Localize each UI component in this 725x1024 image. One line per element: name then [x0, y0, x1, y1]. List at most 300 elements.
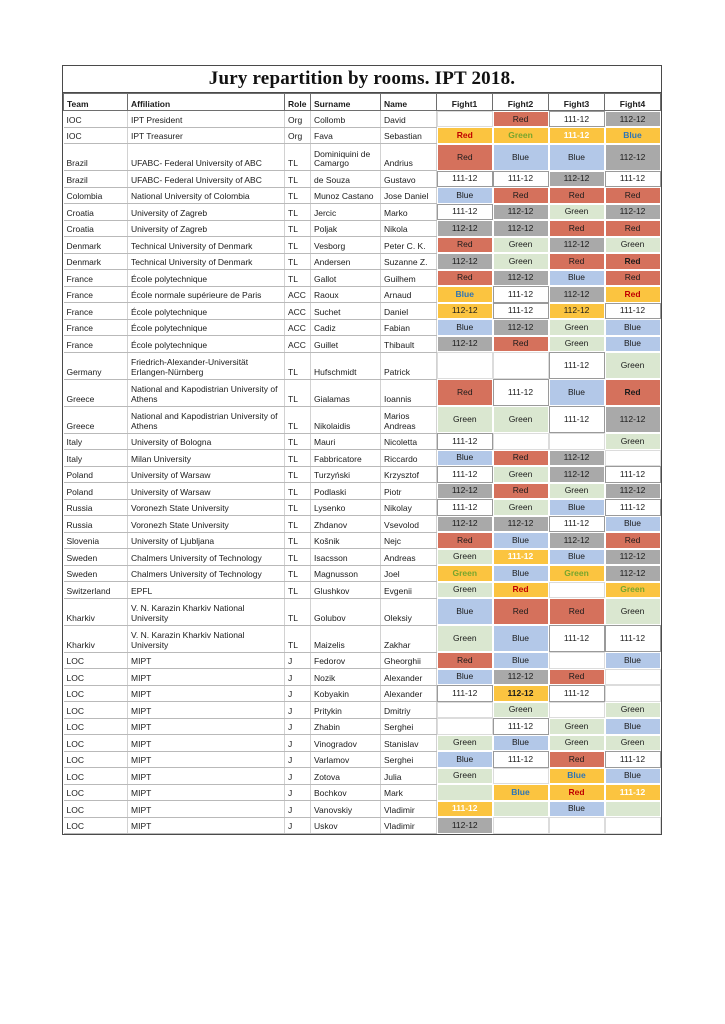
- cell-role: TL: [285, 450, 311, 467]
- cell-affiliation: Voronezh State University: [128, 516, 285, 533]
- cell-surname: Fedorov: [311, 652, 381, 669]
- page-title: Jury repartition by rooms. IPT 2018.: [63, 66, 661, 93]
- cell-role: TL: [285, 516, 311, 533]
- cell-name: Marios Andreas: [381, 406, 437, 433]
- cell-name: Vladimir: [381, 817, 437, 834]
- cell-team: Denmark: [64, 237, 128, 254]
- cell-fight4: 111-12: [605, 751, 661, 768]
- jury-table: [63, 93, 661, 834]
- cell-name: Andrius: [381, 144, 437, 171]
- column-header-team: Team: [64, 94, 128, 111]
- table-row: [64, 237, 661, 254]
- cell-fight3: 112-12: [549, 286, 605, 303]
- cell-fight4: 112-12: [605, 406, 661, 433]
- cell-fight3: 111-12: [549, 516, 605, 533]
- cell-name: Arnaud: [381, 286, 437, 303]
- cell-role: TL: [285, 253, 311, 270]
- cell-fight1: Blue: [437, 286, 493, 303]
- cell-surname: Fabbricatore: [311, 450, 381, 467]
- cell-role: ACC: [285, 303, 311, 320]
- table-row: [64, 127, 661, 144]
- cell-team: LOC: [64, 735, 128, 752]
- cell-fight3: 112-12: [549, 303, 605, 320]
- cell-fight1: Green: [437, 625, 493, 652]
- cell-fight3: Red: [549, 784, 605, 801]
- cell-affiliation: University of Zagreb: [128, 204, 285, 221]
- cell-fight4: Red: [605, 379, 661, 406]
- table-row: [64, 652, 661, 669]
- column-header-fight4: Fight4: [605, 94, 661, 111]
- cell-role: TL: [285, 220, 311, 237]
- cell-fight2: 111-12: [493, 379, 549, 406]
- cell-fight3: Green: [549, 319, 605, 336]
- cell-surname: Podlaski: [311, 483, 381, 500]
- cell-name: Nejc: [381, 532, 437, 549]
- cell-fight3: Green: [549, 565, 605, 582]
- cell-surname: Maizelis: [311, 625, 381, 652]
- table-row: [64, 450, 661, 467]
- cell-name: Andreas: [381, 549, 437, 566]
- cell-fight2: Red: [493, 450, 549, 467]
- cell-fight3: 111-12: [549, 685, 605, 702]
- cell-affiliation: UFABC- Federal University of ABC: [128, 144, 285, 171]
- cell-name: Guilhem: [381, 270, 437, 287]
- cell-name: David: [381, 111, 437, 128]
- cell-team: Kharkiv: [64, 625, 128, 652]
- cell-affiliation: EPFL: [128, 582, 285, 599]
- cell-fight2: 112-12: [493, 220, 549, 237]
- cell-name: Stanislav: [381, 735, 437, 752]
- cell-affiliation: MIPT: [128, 652, 285, 669]
- cell-affiliation: École polytechnique: [128, 319, 285, 336]
- table-row: [64, 144, 661, 171]
- cell-name: Jose Daniel: [381, 187, 437, 204]
- table-row: [64, 171, 661, 188]
- cell-fight2: Green: [493, 499, 549, 516]
- cell-fight2: Green: [493, 127, 549, 144]
- cell-team: Croatia: [64, 220, 128, 237]
- cell-team: LOC: [64, 801, 128, 818]
- cell-fight4: Green: [605, 433, 661, 450]
- table-row: [64, 735, 661, 752]
- table-row: [64, 598, 661, 625]
- cell-fight1: [437, 111, 493, 128]
- cell-surname: Nozik: [311, 669, 381, 686]
- cell-fight4: 112-12: [605, 204, 661, 221]
- cell-surname: Andersen: [311, 253, 381, 270]
- cell-fight1: 111-12: [437, 685, 493, 702]
- cell-fight2: Blue: [493, 144, 549, 171]
- cell-fight4: Red: [605, 286, 661, 303]
- cell-name: Patrick: [381, 352, 437, 379]
- cell-fight2: [493, 433, 549, 450]
- cell-name: Alexander: [381, 669, 437, 686]
- table-row: [64, 483, 661, 500]
- cell-name: Oleksiy: [381, 598, 437, 625]
- cell-surname: Zotova: [311, 768, 381, 785]
- cell-affiliation: University of Bologna: [128, 433, 285, 450]
- cell-surname: Gialamas: [311, 379, 381, 406]
- cell-name: Marko: [381, 204, 437, 221]
- cell-fight1: 112-12: [437, 516, 493, 533]
- cell-fight2: 112-12: [493, 685, 549, 702]
- cell-fight2: 111-12: [493, 549, 549, 566]
- table-row: [64, 253, 661, 270]
- cell-fight2: Red: [493, 582, 549, 599]
- cell-name: Gheorghii: [381, 652, 437, 669]
- table-row: [64, 433, 661, 450]
- cell-affiliation: MIPT: [128, 817, 285, 834]
- cell-surname: Zhdanov: [311, 516, 381, 533]
- cell-fight3: 111-12: [549, 406, 605, 433]
- cell-team: LOC: [64, 817, 128, 834]
- cell-fight3: Blue: [549, 144, 605, 171]
- cell-role: J: [285, 702, 311, 719]
- cell-fight2: Green: [493, 466, 549, 483]
- cell-role: TL: [285, 352, 311, 379]
- cell-name: Riccardo: [381, 450, 437, 467]
- cell-team: Germany: [64, 352, 128, 379]
- cell-name: Fabian: [381, 319, 437, 336]
- cell-surname: Mauri: [311, 433, 381, 450]
- cell-team: LOC: [64, 784, 128, 801]
- column-header-fight3: Fight3: [549, 94, 605, 111]
- cell-team: Poland: [64, 483, 128, 500]
- cell-surname: Cadiz: [311, 319, 381, 336]
- cell-fight1: [437, 784, 493, 801]
- table-header-row: [64, 94, 661, 111]
- cell-role: Org: [285, 111, 311, 128]
- cell-role: ACC: [285, 286, 311, 303]
- cell-name: Serghei: [381, 751, 437, 768]
- cell-team: Brazil: [64, 144, 128, 171]
- cell-fight2: 112-12: [493, 516, 549, 533]
- table-row: [64, 303, 661, 320]
- cell-role: TL: [285, 379, 311, 406]
- cell-fight3: 111-12: [549, 625, 605, 652]
- cell-role: ACC: [285, 319, 311, 336]
- cell-fight1: 112-12: [437, 253, 493, 270]
- cell-fight1: Red: [437, 270, 493, 287]
- table-row: [64, 319, 661, 336]
- table-row: [64, 270, 661, 287]
- table-row: [64, 702, 661, 719]
- cell-fight4: Red: [605, 220, 661, 237]
- cell-fight3: 112-12: [549, 237, 605, 254]
- cell-fight4: 111-12: [605, 303, 661, 320]
- cell-team: Colombia: [64, 187, 128, 204]
- cell-team: France: [64, 336, 128, 353]
- cell-fight4: [605, 685, 661, 702]
- table-row: [64, 751, 661, 768]
- cell-affiliation: National and Kapodistrian University of Athens: [128, 379, 285, 406]
- cell-surname: Vinogradov: [311, 735, 381, 752]
- cell-fight2: Red: [493, 336, 549, 353]
- cell-fight2: Green: [493, 406, 549, 433]
- table-row: [64, 625, 661, 652]
- cell-surname: Magnusson: [311, 565, 381, 582]
- cell-fight3: Red: [549, 598, 605, 625]
- cell-team: Poland: [64, 466, 128, 483]
- cell-surname: Raoux: [311, 286, 381, 303]
- cell-fight3: Blue: [549, 801, 605, 818]
- cell-team: LOC: [64, 669, 128, 686]
- cell-team: LOC: [64, 751, 128, 768]
- cell-name: Daniel: [381, 303, 437, 320]
- cell-fight2: Green: [493, 253, 549, 270]
- cell-surname: Collomb: [311, 111, 381, 128]
- cell-fight1: 111-12: [437, 171, 493, 188]
- cell-fight1: Blue: [437, 319, 493, 336]
- cell-fight1: Green: [437, 582, 493, 599]
- cell-surname: Nikolaidis: [311, 406, 381, 433]
- jury-table-sheet: [62, 65, 662, 835]
- column-header-name: Name: [381, 94, 437, 111]
- cell-fight4: 111-12: [605, 171, 661, 188]
- cell-fight1: 111-12: [437, 466, 493, 483]
- cell-role: TL: [285, 270, 311, 287]
- cell-surname: Fava: [311, 127, 381, 144]
- cell-fight3: [549, 652, 605, 669]
- cell-surname: Poljak: [311, 220, 381, 237]
- cell-fight4: [605, 801, 661, 818]
- cell-fight2: 111-12: [493, 171, 549, 188]
- cell-fight1: Blue: [437, 450, 493, 467]
- cell-role: J: [285, 751, 311, 768]
- cell-fight4: Blue: [605, 336, 661, 353]
- cell-surname: Uskov: [311, 817, 381, 834]
- cell-surname: Košnik: [311, 532, 381, 549]
- cell-team: France: [64, 286, 128, 303]
- cell-team: LOC: [64, 718, 128, 735]
- cell-role: TL: [285, 466, 311, 483]
- cell-affiliation: Chalmers University of Technology: [128, 549, 285, 566]
- cell-fight2: 111-12: [493, 286, 549, 303]
- cell-fight1: 112-12: [437, 336, 493, 353]
- cell-affiliation: Milan University: [128, 450, 285, 467]
- cell-team: Greece: [64, 379, 128, 406]
- cell-team: IOC: [64, 127, 128, 144]
- cell-team: Brazil: [64, 171, 128, 188]
- cell-fight4: Green: [605, 702, 661, 719]
- cell-team: France: [64, 270, 128, 287]
- cell-surname: Bochkov: [311, 784, 381, 801]
- cell-surname: Jercic: [311, 204, 381, 221]
- table-row: [64, 582, 661, 599]
- cell-surname: Hufschmidt: [311, 352, 381, 379]
- cell-role: TL: [285, 144, 311, 171]
- cell-name: Mark: [381, 784, 437, 801]
- table-row: [64, 406, 661, 433]
- cell-affiliation: MIPT: [128, 735, 285, 752]
- cell-fight1: [437, 352, 493, 379]
- cell-fight1: 112-12: [437, 220, 493, 237]
- cell-affiliation: MIPT: [128, 801, 285, 818]
- cell-fight3: 112-12: [549, 171, 605, 188]
- cell-affiliation: National and Kapodistrian University of Athens: [128, 406, 285, 433]
- cell-surname: Pritykin: [311, 702, 381, 719]
- cell-name: Alexander: [381, 685, 437, 702]
- cell-fight1: Green: [437, 768, 493, 785]
- cell-affiliation: École polytechnique: [128, 336, 285, 353]
- cell-team: Slovenia: [64, 532, 128, 549]
- cell-fight2: 112-12: [493, 204, 549, 221]
- cell-affiliation: University of Warsaw: [128, 483, 285, 500]
- cell-name: Vladimir: [381, 801, 437, 818]
- cell-fight1: Red: [437, 379, 493, 406]
- cell-affiliation: Voronezh State University: [128, 499, 285, 516]
- cell-fight1: 112-12: [437, 483, 493, 500]
- cell-affiliation: IPT Treasurer: [128, 127, 285, 144]
- cell-fight3: 112-12: [549, 450, 605, 467]
- cell-fight1: Green: [437, 549, 493, 566]
- cell-fight2: Green: [493, 702, 549, 719]
- cell-name: Piotr: [381, 483, 437, 500]
- cell-fight4: Blue: [605, 768, 661, 785]
- cell-fight3: Red: [549, 187, 605, 204]
- cell-fight4: [605, 450, 661, 467]
- cell-fight2: Red: [493, 598, 549, 625]
- cell-fight3: Blue: [549, 270, 605, 287]
- cell-role: TL: [285, 565, 311, 582]
- cell-name: Nikola: [381, 220, 437, 237]
- cell-fight2: 111-12: [493, 751, 549, 768]
- cell-fight2: Blue: [493, 625, 549, 652]
- cell-fight3: Green: [549, 483, 605, 500]
- column-header-surname: Surname: [311, 94, 381, 111]
- cell-affiliation: University of Zagreb: [128, 220, 285, 237]
- cell-name: Gustavo: [381, 171, 437, 188]
- cell-role: TL: [285, 582, 311, 599]
- cell-name: Zakhar: [381, 625, 437, 652]
- table-row: [64, 187, 661, 204]
- cell-fight2: 111-12: [493, 303, 549, 320]
- cell-team: Switzerland: [64, 582, 128, 599]
- cell-fight2: Blue: [493, 532, 549, 549]
- table-row: [64, 336, 661, 353]
- cell-fight2: Red: [493, 483, 549, 500]
- cell-affiliation: MIPT: [128, 702, 285, 719]
- table-row: [64, 685, 661, 702]
- cell-role: TL: [285, 406, 311, 433]
- cell-role: TL: [285, 204, 311, 221]
- table-row: [64, 516, 661, 533]
- cell-surname: Vesborg: [311, 237, 381, 254]
- cell-affiliation: Chalmers University of Technology: [128, 565, 285, 582]
- cell-role: J: [285, 735, 311, 752]
- cell-affiliation: University of Ljubljana: [128, 532, 285, 549]
- cell-team: Italy: [64, 450, 128, 467]
- cell-surname: Kobyakin: [311, 685, 381, 702]
- cell-fight3: Blue: [549, 549, 605, 566]
- table-row: [64, 379, 661, 406]
- cell-surname: Turzyński: [311, 466, 381, 483]
- cell-fight4: 111-12: [605, 625, 661, 652]
- cell-fight2: 111-12: [493, 718, 549, 735]
- cell-fight1: 111-12: [437, 204, 493, 221]
- cell-surname: Lysenko: [311, 499, 381, 516]
- cell-role: J: [285, 801, 311, 818]
- cell-affiliation: V. N. Karazin Kharkiv National University: [128, 598, 285, 625]
- cell-fight4: Blue: [605, 319, 661, 336]
- cell-name: Joel: [381, 565, 437, 582]
- cell-fight3: Red: [549, 751, 605, 768]
- column-header-role: Role: [285, 94, 311, 111]
- table-row: [64, 204, 661, 221]
- cell-fight1: Blue: [437, 751, 493, 768]
- cell-fight3: 111-12: [549, 127, 605, 144]
- cell-fight1: Blue: [437, 598, 493, 625]
- cell-team: Sweden: [64, 565, 128, 582]
- cell-surname: de Souza: [311, 171, 381, 188]
- cell-role: TL: [285, 598, 311, 625]
- cell-role: TL: [285, 171, 311, 188]
- cell-fight1: Red: [437, 652, 493, 669]
- cell-team: LOC: [64, 702, 128, 719]
- cell-fight4: 112-12: [605, 565, 661, 582]
- cell-fight2: [493, 801, 549, 818]
- cell-team: France: [64, 319, 128, 336]
- cell-fight4: Green: [605, 598, 661, 625]
- cell-fight1: Green: [437, 565, 493, 582]
- table-row: [64, 111, 661, 128]
- cell-role: J: [285, 718, 311, 735]
- cell-fight2: [493, 352, 549, 379]
- cell-team: France: [64, 303, 128, 320]
- cell-role: TL: [285, 532, 311, 549]
- cell-team: LOC: [64, 768, 128, 785]
- table-row: [64, 499, 661, 516]
- cell-surname: Isacsson: [311, 549, 381, 566]
- cell-fight4: 112-12: [605, 483, 661, 500]
- cell-role: J: [285, 685, 311, 702]
- cell-fight1: [437, 718, 493, 735]
- table-row: [64, 286, 661, 303]
- cell-affiliation: École normale supérieure de Paris: [128, 286, 285, 303]
- cell-fight3: [549, 702, 605, 719]
- cell-name: Nikolay: [381, 499, 437, 516]
- cell-fight3: Blue: [549, 499, 605, 516]
- cell-affiliation: MIPT: [128, 718, 285, 735]
- table-row: [64, 718, 661, 735]
- table-row: [64, 220, 661, 237]
- cell-role: TL: [285, 483, 311, 500]
- cell-fight4: 112-12: [605, 549, 661, 566]
- cell-role: J: [285, 784, 311, 801]
- cell-fight4: Green: [605, 735, 661, 752]
- cell-fight4: Blue: [605, 516, 661, 533]
- cell-fight1: Blue: [437, 669, 493, 686]
- cell-fight1: 111-12: [437, 801, 493, 818]
- cell-fight4: Blue: [605, 652, 661, 669]
- table-row: [64, 565, 661, 582]
- cell-fight4: 112-12: [605, 144, 661, 171]
- table-row: [64, 784, 661, 801]
- cell-fight1: Green: [437, 406, 493, 433]
- cell-fight2: Blue: [493, 784, 549, 801]
- cell-name: Sebastian: [381, 127, 437, 144]
- cell-fight3: Red: [549, 253, 605, 270]
- cell-role: TL: [285, 433, 311, 450]
- cell-affiliation: IPT President: [128, 111, 285, 128]
- cell-surname: Dominiquini de Camargo: [311, 144, 381, 171]
- cell-fight3: Red: [549, 669, 605, 686]
- cell-surname: Zhabin: [311, 718, 381, 735]
- cell-fight4: [605, 669, 661, 686]
- cell-fight4: 111-12: [605, 466, 661, 483]
- cell-fight3: 112-12: [549, 466, 605, 483]
- cell-affiliation: University of Warsaw: [128, 466, 285, 483]
